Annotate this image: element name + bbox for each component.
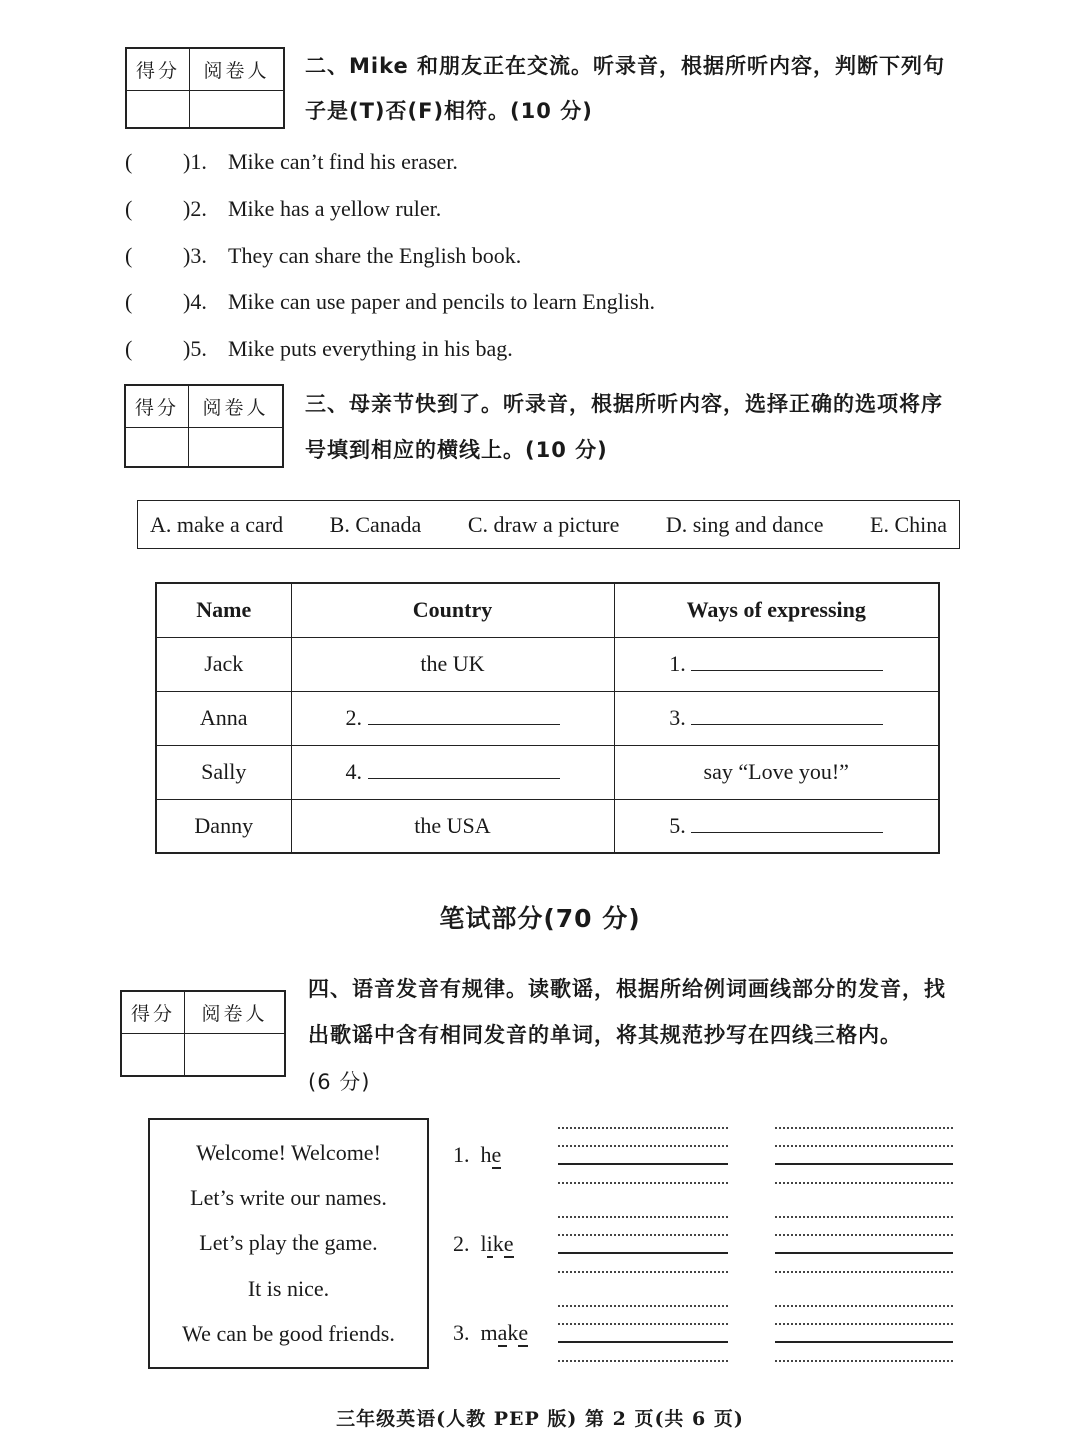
- cell: Jack: [156, 637, 291, 691]
- grid-line: [775, 1360, 953, 1362]
- chant-box: [148, 1118, 429, 1369]
- answer-paren[interactable]: (: [125, 336, 133, 361]
- grid-line: [558, 1271, 728, 1273]
- chant-line: It is nice.: [247, 1275, 330, 1301]
- grid-line: [558, 1234, 728, 1236]
- header-country: Country: [291, 583, 614, 637]
- blank-num: 3.: [669, 705, 686, 730]
- four-line-grid[interactable]: [775, 1127, 953, 1183]
- grid-line: [558, 1145, 728, 1147]
- item-text: Mike can’t find his eraser.: [228, 149, 458, 174]
- grid-line: [558, 1127, 728, 1129]
- blank-num: 2.: [345, 705, 362, 730]
- item-num: )3.: [183, 243, 207, 268]
- four-line-grid[interactable]: [775, 1216, 953, 1272]
- section4-title-cont: 出歌谣中含有相同发音的单词，将其规范抄写在四线三格内。: [308, 1023, 902, 1047]
- grid-line: [558, 1360, 728, 1362]
- grid-line: [558, 1305, 728, 1307]
- chant-line: Let’s write our names.: [190, 1185, 387, 1211]
- grid-line: [775, 1271, 953, 1273]
- table-row: [156, 799, 939, 853]
- answer-blank[interactable]: [691, 653, 883, 671]
- cell: Sally: [156, 745, 291, 799]
- answer-cell[interactable]: [614, 799, 939, 853]
- example-word: [453, 1320, 528, 1346]
- blank-num: 1.: [669, 651, 686, 676]
- underlined-letter: e: [491, 1142, 502, 1167]
- score-box: [125, 47, 285, 129]
- cell: the UK: [291, 637, 614, 691]
- grid-line: [558, 1163, 728, 1165]
- grader-label: 阅卷人: [189, 386, 282, 428]
- table-row: [156, 637, 939, 691]
- item-num: )1.: [183, 149, 207, 174]
- header-name: Name: [156, 583, 291, 637]
- grid-line: [775, 1341, 953, 1343]
- blank-num: 5.: [669, 812, 686, 838]
- item-text: Mike can use paper and pencils to learn English.: [228, 289, 656, 314]
- cell: the USA: [291, 799, 614, 853]
- answer-cell[interactable]: [291, 691, 614, 745]
- item-text: Mike puts everything in his bag.: [228, 336, 513, 361]
- grid-line: [558, 1216, 728, 1218]
- score-cell[interactable]: [122, 1034, 185, 1075]
- page-footer: 三年级英语(人教 PEP 版) 第 2 页(共 6 页): [336, 1408, 744, 1430]
- grader-cell[interactable]: [190, 91, 283, 127]
- section2-title-cont: 子是(T)否(F)相符。(10 分): [305, 99, 593, 123]
- option: C. draw a picture: [467, 511, 620, 537]
- four-line-grid[interactable]: [558, 1305, 728, 1361]
- grid-line: [775, 1305, 953, 1307]
- section2-title: 二、Mike 和朋友正在交流。听录音，根据所听内容，判断下列句: [305, 54, 946, 78]
- grid-line: [775, 1182, 953, 1184]
- score-box: [120, 990, 286, 1077]
- answer-cell[interactable]: [291, 745, 614, 799]
- answer-table: [155, 582, 940, 854]
- score-box: [124, 384, 284, 468]
- answer-blank[interactable]: [691, 707, 883, 725]
- grader-cell[interactable]: [185, 1034, 284, 1075]
- item-text: Mike has a yellow ruler.: [228, 196, 442, 221]
- answer-cell[interactable]: [614, 637, 939, 691]
- underlined-letter: i: [486, 1231, 493, 1256]
- answer-paren[interactable]: (: [125, 149, 133, 174]
- grid-line: [558, 1182, 728, 1184]
- answer-paren[interactable]: (: [125, 196, 133, 221]
- section3-title-cont: 号填到相应的横线上。(10 分): [305, 438, 608, 462]
- example-num: 3.: [453, 1320, 470, 1345]
- word-part: m: [480, 1320, 498, 1345]
- options-box: [137, 500, 960, 549]
- answer-paren[interactable]: (: [125, 243, 133, 268]
- section4-points: (6 分): [308, 1070, 371, 1094]
- score-label: 得分: [122, 992, 185, 1034]
- grid-line: [558, 1323, 728, 1325]
- table-header: [156, 583, 939, 637]
- example-word: [453, 1142, 501, 1168]
- example-num: 2.: [453, 1231, 470, 1256]
- table-row: [156, 745, 939, 799]
- word-part: l: [480, 1231, 487, 1256]
- example-num: 1.: [453, 1142, 470, 1167]
- option: B. Canada: [329, 511, 422, 537]
- grid-line: [775, 1234, 953, 1236]
- grid-line: [775, 1323, 953, 1325]
- grid-line: [558, 1341, 728, 1343]
- four-line-grid[interactable]: [775, 1305, 953, 1361]
- cell: Anna: [156, 691, 291, 745]
- grid-line: [775, 1252, 953, 1254]
- item-num: )5.: [183, 336, 207, 361]
- answer-paren[interactable]: (: [125, 289, 133, 314]
- grid-line: [775, 1216, 953, 1218]
- cell: Danny: [156, 799, 291, 853]
- item-num: )4.: [183, 289, 207, 314]
- score-label: 得分: [126, 386, 189, 428]
- grid-line: [775, 1163, 953, 1165]
- table-row: [156, 691, 939, 745]
- example-word: [453, 1231, 514, 1257]
- option: E. China: [870, 511, 947, 537]
- item-num: )2.: [183, 196, 207, 221]
- item-text: They can share the English book.: [228, 243, 522, 268]
- option: A. make a card: [150, 511, 284, 537]
- cell: say “Love you!”: [614, 745, 939, 799]
- word-part: h: [480, 1142, 492, 1167]
- grader-label: 阅卷人: [190, 49, 283, 91]
- section4-title: 四、语音发音有规律。读歌谣，根据所给例词画线部分的发音，找: [308, 977, 946, 1001]
- chant-line: Let’s play the game.: [199, 1230, 378, 1256]
- score-cell[interactable]: [126, 428, 189, 466]
- four-line-grid[interactable]: [558, 1216, 728, 1272]
- option: D. sing and dance: [665, 511, 824, 537]
- section3-title: 三、母亲节快到了。听录音，根据所听内容，选择正确的选项将序: [305, 392, 943, 416]
- grader-label: 阅卷人: [185, 992, 284, 1034]
- underlined-letter: e: [503, 1231, 514, 1256]
- underlined-letter: e: [518, 1320, 529, 1345]
- underlined-letter: a: [497, 1320, 508, 1345]
- header-ways: Ways of expressing: [614, 583, 939, 637]
- word-part: k: [492, 1231, 504, 1256]
- four-line-grid[interactable]: [558, 1127, 728, 1183]
- chant-line: Welcome! Welcome!: [196, 1139, 381, 1165]
- grid-line: [775, 1145, 953, 1147]
- grid-line: [558, 1252, 728, 1254]
- grid-line: [775, 1127, 953, 1129]
- word-part: k: [507, 1320, 519, 1345]
- answer-blank[interactable]: [368, 707, 560, 725]
- grader-cell[interactable]: [189, 428, 282, 466]
- answer-blank[interactable]: [691, 815, 883, 833]
- writing-heading: 笔试部分(70 分): [439, 904, 641, 933]
- score-cell[interactable]: [127, 91, 190, 127]
- answer-blank[interactable]: [368, 761, 560, 779]
- blank-num: 4.: [345, 759, 362, 784]
- score-label: 得分: [127, 49, 190, 91]
- answer-cell[interactable]: [614, 691, 939, 745]
- chant-line: We can be good friends.: [182, 1321, 395, 1347]
